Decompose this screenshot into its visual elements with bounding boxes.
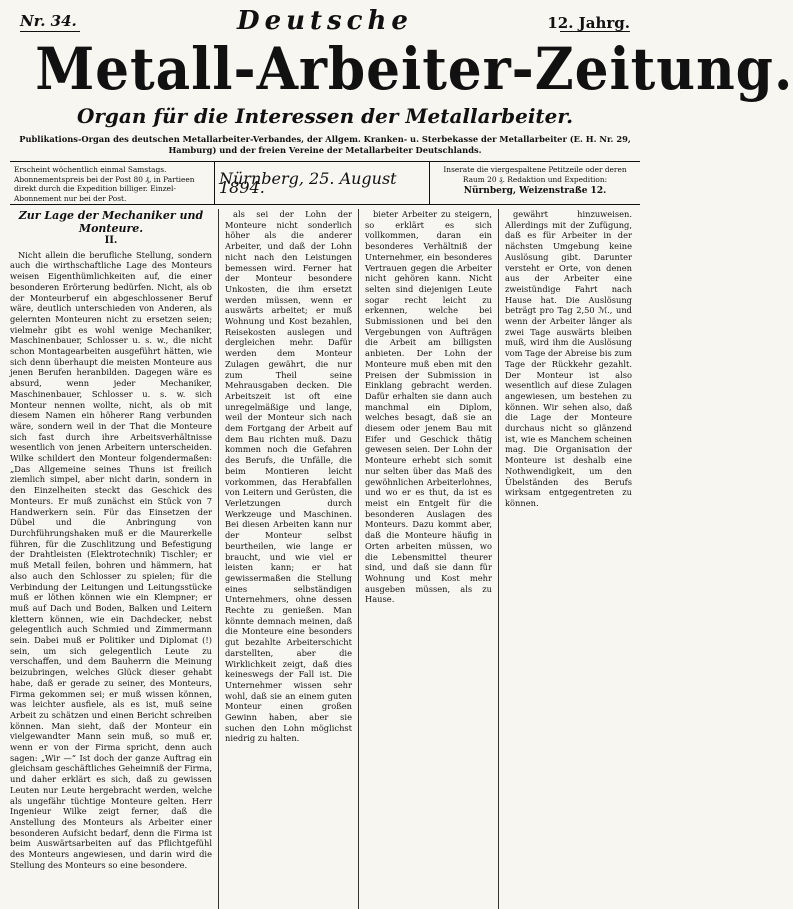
subscription-info: Erscheint wöchentlich einmal Samstags. Abonnementspreis bei der Post 80 ₰, in Partieen direkt durch die Expedition billiger. Einzel-Abonnement nur bei der Post. [10,162,215,204]
article-columns [10,209,640,909]
publication-organ-line: Publikations-Organ des deutschen Metallarbeiter-Verbandes, der Allgem. Kranken- u. Sterbekasse der Metallarbeiter (E. H. Nr. 29, Hamburg) und der freien Vereine der Metallarbeiter Deutschlands. [19,134,631,155]
volume-year: 12. Jahrg. [547,14,630,32]
column-text: bieter Arbeiter zu steigern, so erklärt es sich vollkommen, daran ein besonderes Verhältniß der Unternehmer, ein besonderes Vertrauen gegen die Arbeiter nicht gehören kann. Nicht selten sind diejenigen Leute sogar recht leicht zu erkennen, welche bei Submissionen und bei den Vergebungen von Aufträgen die Arbeit am billigsten anbieten. Der Lohn der Monteure muß eben mit den Preisen der Submission in Einklang gebracht werden. Dafür erhalten sie dann auch manchmal ein Diplom, welches besagt, daß sie an diesem oder jenem Bau mit Eifer und Geschick thätig gewesen seien. Der Lohn der Monteure erhebt sich somit nur selten über das Maß des gewöhnlichen Arbeiterlohnes, und wo er es thut, da ist es meist ein Entgelt für die besonderen Auslagen des Monteurs. Dazu kommt aber, daß die Monteure häufig in Orten arbeiten müssen, wo die Lebensmittel theurer sind, und daß sie dann für Wohnung und Kost mehr ausgeben müssen, als zu Hause. [365,209,492,605]
info-bar [10,161,640,205]
advertising-rates: Inserate die viergespaltene Petitzeile oder deren Raum 20 ₰. Redaktion und Expedition: [443,165,627,184]
article-column-3 [358,209,498,909]
article-column-1 [10,209,218,909]
article-headline: Zur Lage der Mechaniker und Monteure. [18,209,204,235]
masthead-title: Metall-Arbeiter-Zeitung. [35,35,793,103]
masthead-kicker: Deutsche [237,6,413,36]
masthead-subtitle: Organ für die Interessen der Metallarbeiter. [76,104,574,128]
editorial-address: Nürnberg, Weizenstraße 12. [463,186,607,196]
year-underline [560,31,630,32]
dateline: Nürnberg, 25. August 1894. [215,162,430,204]
column-text: als sei der Lohn der Monteure nicht sonderlich höher als die anderer Arbeiter, und daß der Lohn nicht nach den Leistungen bemessen wird. Ferner hat der Monteur besondere Unkosten, die ihm ersetzt werden müssen, wenn er auswärts arbeitet; er muß Wohnung und Kost bezahlen, Reisekosten auslegen und dergleichen mehr. Dafür werden dem Monteur Zulagen gewährt, die nur zum Theil seine Mehrausgaben decken. Die Arbeitszeit ist oft eine unregelmäßige und lange, weil der Monteur sich nach dem Fortgang der Arbeit auf dem Bau richten muß. Dazu kommen noch die Gefahren des Berufs, die Unfälle, die beim Montieren leicht vorkommen, das Herabfallen von Leitern und Gerüsten, die Verletzungen durch Werkzeuge und Maschinen. Bei diesen Arbeiten kann nur der Monteur selbst beurtheilen, wie lange er braucht, und wie viel er leisten kann; er hat gewissermaßen die Stellung eines selbständigen Unternehmers, ohne dessen Rechte zu genießen. Man könnte demnach meinen, daß die Monteure eine besonders gut bezahlte Arbeiterschicht darstellten, aber die Wirklichkeit zeigt, daß dies keineswegs der Fall ist. Die Unternehmer wissen sehr wohl, daß sie an einem guten Monteur einen großen Gewinn haben, aber sie suchen den Lohn möglichst niedrig zu halten. [225,209,352,744]
article-section-number: II. [104,235,118,246]
top-line [10,6,640,36]
article-column-2 [218,209,358,909]
advertising-info [430,162,640,204]
issue-number: Nr. 34. [20,12,77,30]
column-text: gewährt hinzuweisen. Allerdings mit der Zufügung, daß es für Arbeiter in der nächsten Umgebung keine Auslösung gibt. Darunter versteht er Orte, von denen aus der Arbeiter eine zweistündige Fahrt nach Hause hat. Die Auslösung beträgt pro Tag 2,50 ℳ., und wenn der Arbeiter länger als zwei Tage auswärts bleiben muß, wird ihm die Auslösung vom Tage der Abreise bis zum Tage der Rückkehr gezahlt. Der Monteur ist also wesentlich auf diese Zulagen angewiesen, um bestehen zu können. Wir sehen also, daß die Lage der Monteure durchaus nicht so glänzend ist, wie es Manchem scheinen mag. Die Organisation der Monteure ist deshalb eine Nothwendigkeit, um den Übelständen des Berufs wirksam entgegentreten zu können. [505,209,632,508]
column-text: Nicht allein die berufliche Stellung, sondern auch die wirthschaftliche Lage des Monteurs weisen Eigenthümlichkeiten auf, die einer besonderen Erörterung bedürfen. Nicht, als ob der Monteurberuf ein abgeschlossener Beruf wäre, deutlich unterschieden von Anderen, als gelernten Monteuren nicht zu ersetzen seien; vielmehr gibt es wohl wenige Mechaniker, Maschinenbauer, Schlosser u. s. w., die nicht schon Montagearbeiten ausgeführt hätten, wie sich denn überhaupt die meisten Monteure aus jenen Berufen heranbilden. Dagegen wäre es absurd, wenn jeder Mechaniker, Maschinenbauer, Schlosser u. s. w. sich Monteur nennen wollte, nicht, als ob mit diesem Namen ein höherer Rang verbunden wäre, sondern weil in der That die Monteure sich fast durch ihre Arbeitsverhältnisse wesentlich von jenen Arbeitern unterscheiden. Wilke schildert den Monteur folgendermaßen: „Das Allgemeine seines Thuns ist freilich ziemlich simpel, aber nicht darin, sondern in den Einzelheiten steckt das Geschick des Monteurs. Er muß zunächst ein Stück von 7 Handwerkern sein. Für das Einsetzen der Dübel und die Anbringung von Durchführungshaken muß er die Maurerkelle führen, für die Zuschlitzung und Befestigung der Drahtleisten (Elektrotechnik) Tischler; er muß Metall feilen, bohren und hämmern, hat also auch den Schlosser zu spielen; für die Verbindung der Leitungen und Leitungsstücke muß er löthen können wie ein Klempner; er muß auf Dach und Boden, Balken und Leitern klettern können, wie ein Dachdecker, nebst gelegentlich auch Schmied und Zimmermann sein. Dabei muß er Politiker und Diplomat (!) sein, um sich gelegentlich Leute zu verschaffen, und dem Bauherrn die Meinung beizubringen, welches Glück dieser gehabt habe, daß er gerade zu seiner, des Monteurs, Firma gekommen sei; er muß wissen können, was leichter ausfiele, als es ist, muß seine Arbeit zu schätzen und einen Bericht schreiben können. Man sieht, daß der Monteur ein vielgewandter Mann sein muß, so muß er, wenn er von der Firma spricht, denn auch sagen: „Wir —“ Ist doch der ganze Auftrag ein gleichsam geschäftliches Geheimniß der Firma, und daher erklärt es sich, daß zu gewissen Leuten nur Leute hergebracht werden, welche als ungefähr tüchtige Monteure gelten. Herr Ingenieur Wilke zeigt ferner, daß die Anstellung des Monteurs als Arbeiter einer besonderen Aufsicht bedarf, denn die Firma ist beim Auswärtsarbeiten auf das Pflichtgefühl des Monteurs angewiesen, und darin wird die Stellung des Monteurs so eine besondere. [10,249,212,870]
article-column-4 [498,209,638,909]
